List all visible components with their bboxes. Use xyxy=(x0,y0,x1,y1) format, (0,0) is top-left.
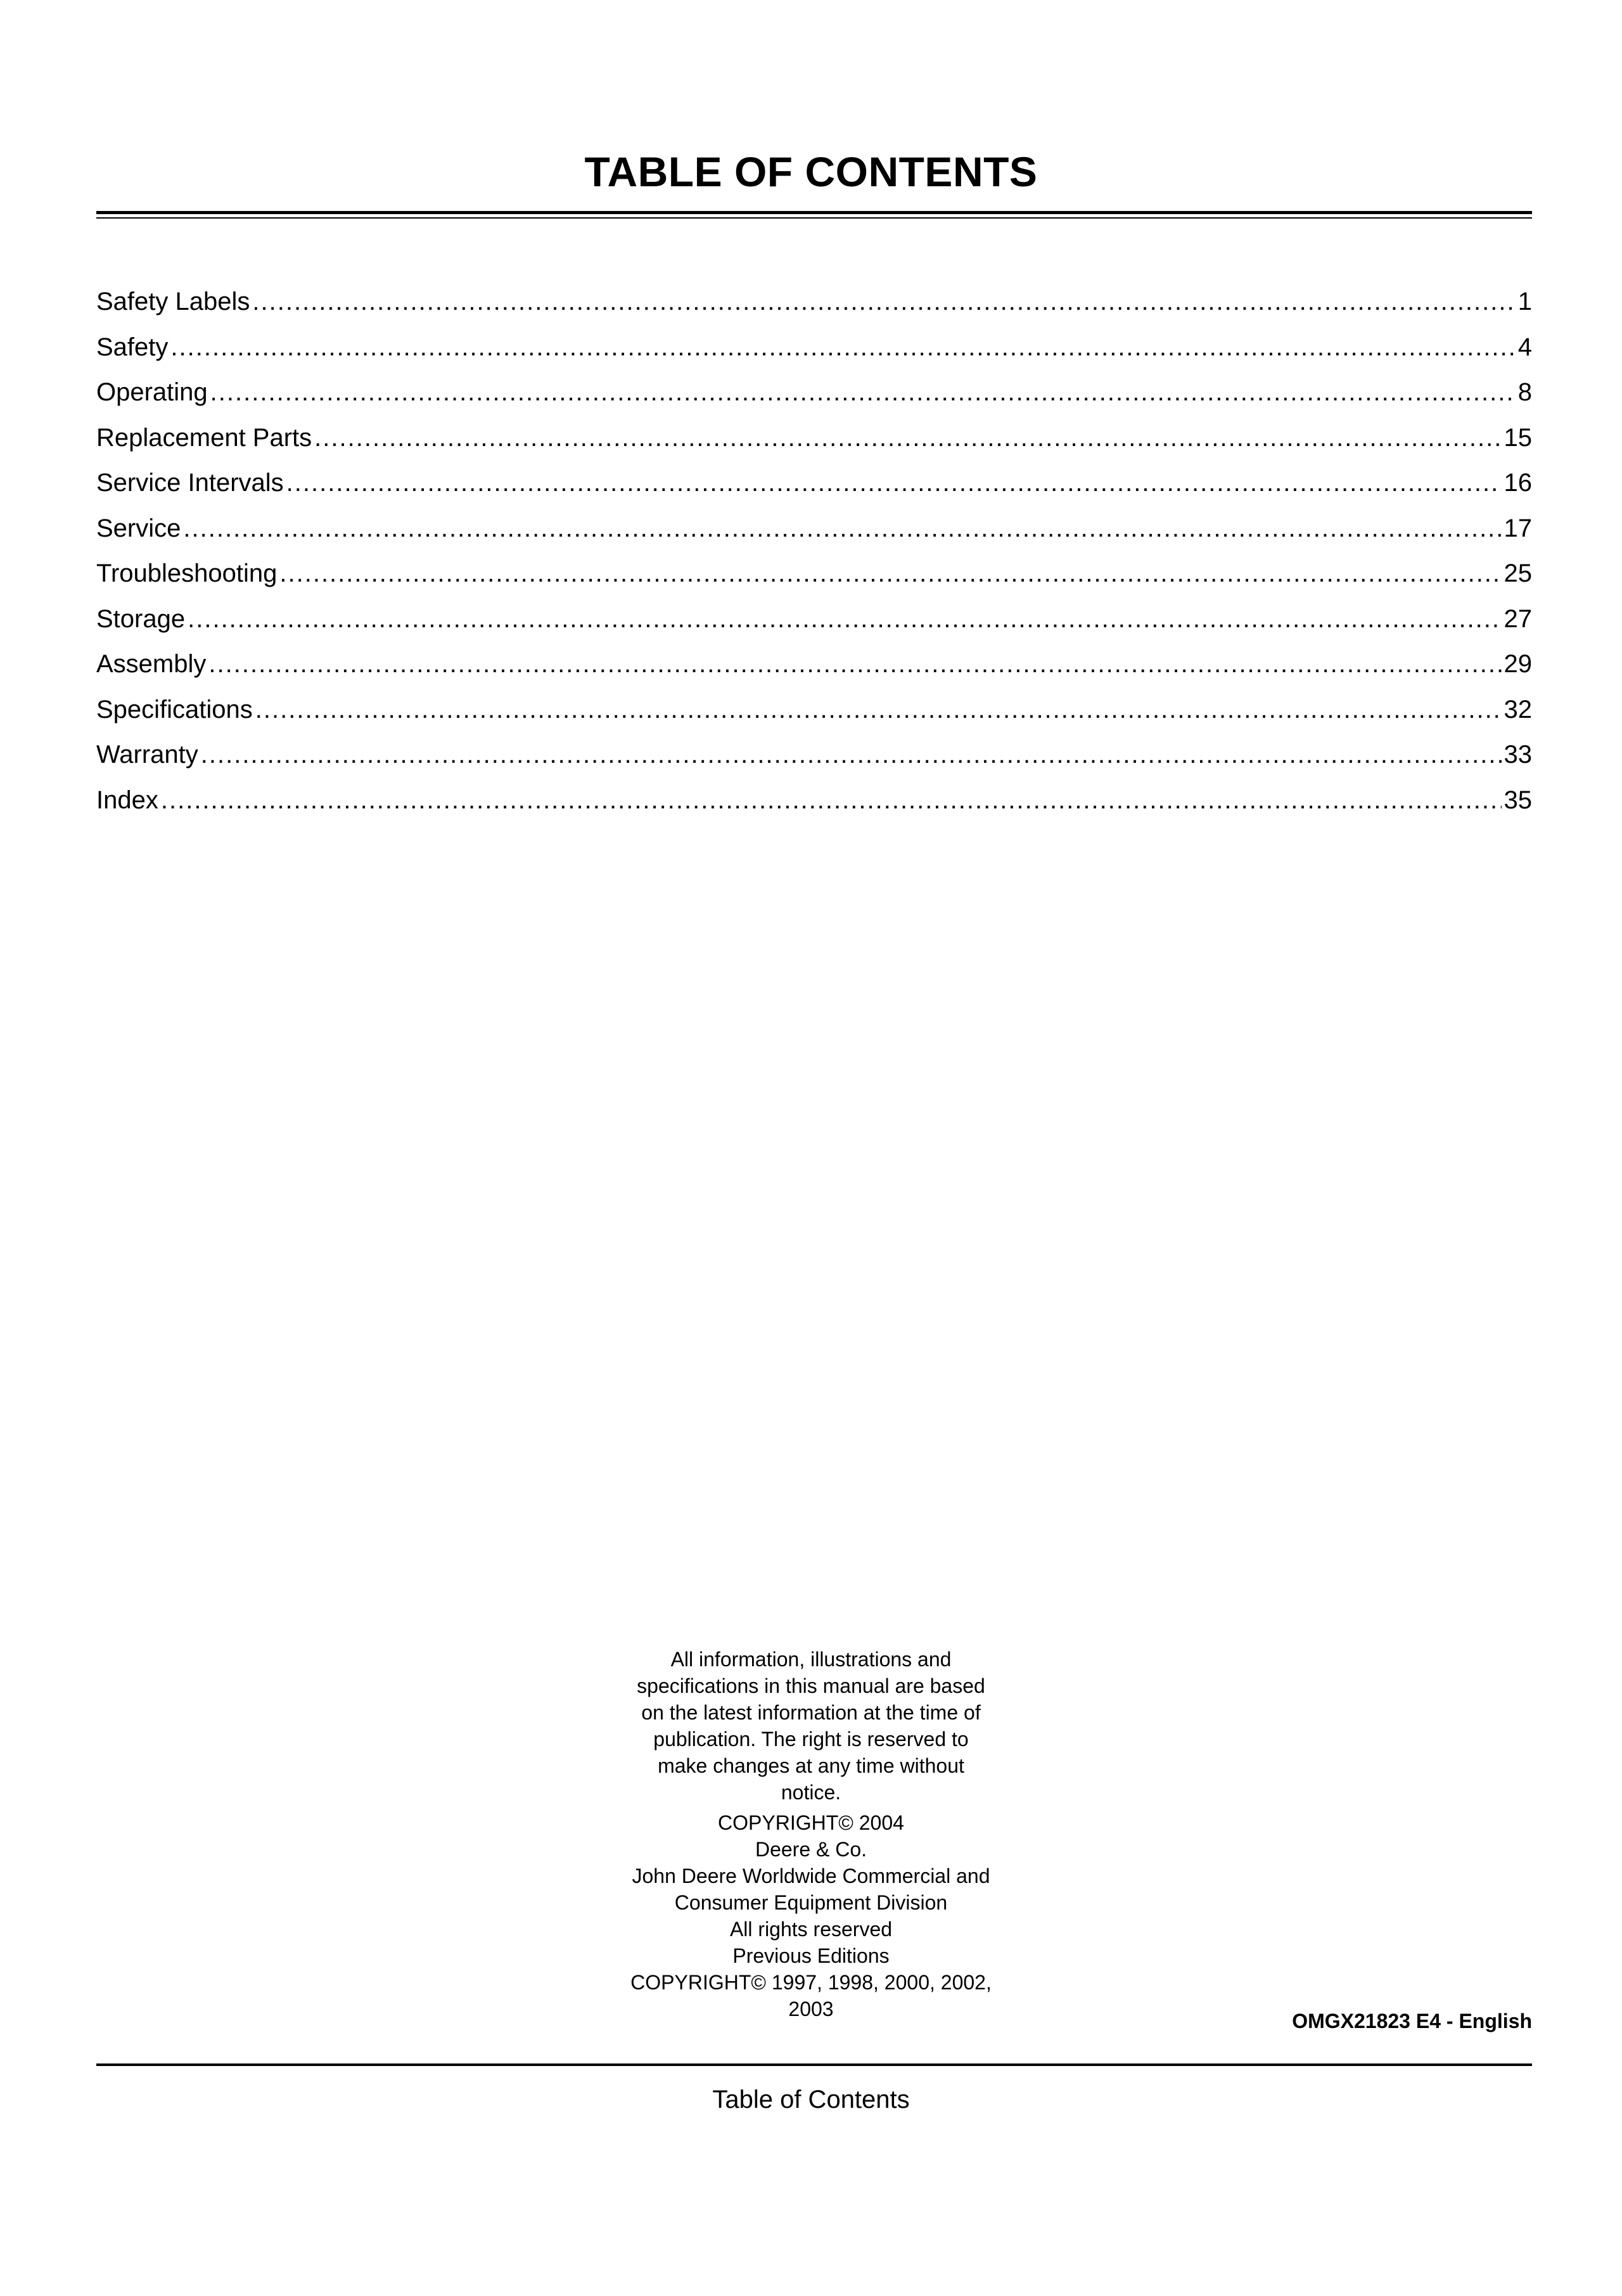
toc-entry-label: Assembly xyxy=(96,650,207,678)
disclaimer-line: publication. The right is reserved to xyxy=(653,1728,969,1751)
toc-entry-label: Safety Labels xyxy=(96,288,250,316)
copyright-block xyxy=(621,1809,1001,2022)
document-id: OMGX21823 E4 - English xyxy=(1292,2010,1532,2032)
toc-entry-safety-labels[interactable] xyxy=(96,289,1532,335)
toc-entry-label: Service xyxy=(96,514,181,542)
toc-entry-label: Troubleshooting xyxy=(96,559,278,587)
disclaimer-line: on the latest information at the time of xyxy=(641,1701,981,1724)
toc-entry-label: Operating xyxy=(96,378,208,406)
publication-notice xyxy=(621,1646,1001,2022)
toc-entry-label: Storage xyxy=(96,604,186,633)
dot-leader xyxy=(188,606,1501,632)
toc-entry-label: Warranty xyxy=(96,741,198,769)
title-rule-thick xyxy=(96,211,1532,214)
toc-entry-page: 8 xyxy=(1517,378,1532,406)
title-rule-thin xyxy=(96,217,1532,219)
toc-entry-page: 27 xyxy=(1504,604,1532,633)
footer-section-label: Table of Contents xyxy=(712,2086,910,2114)
footer-rule xyxy=(96,2063,1532,2066)
disclaimer-line: notice. xyxy=(781,1781,841,1804)
toc-entry-page: 17 xyxy=(1504,514,1532,542)
toc-entry-page: 1 xyxy=(1517,288,1532,316)
toc-entry-service-intervals[interactable] xyxy=(96,470,1532,516)
dot-leader xyxy=(314,425,1501,450)
toc-entry-label: Safety xyxy=(96,333,169,361)
toc-entry-replacement-parts[interactable] xyxy=(96,425,1532,471)
copyright-line: COPYRIGHT© 1997, 1998, 2000, 2002, xyxy=(630,1971,992,1994)
toc-entry-operating[interactable] xyxy=(96,379,1532,425)
dot-leader xyxy=(170,335,1515,360)
dot-leader xyxy=(208,651,1501,677)
dot-leader xyxy=(183,516,1501,541)
disclaimer-line: make changes at any time without xyxy=(658,1754,964,1777)
copyright-line: 2003 xyxy=(788,1998,834,2020)
table-of-contents xyxy=(96,289,1532,832)
copyright-line: All rights reserved xyxy=(729,1918,893,1941)
toc-entry-storage[interactable] xyxy=(96,606,1532,652)
disclaimer-line: specifications in this manual are based xyxy=(637,1674,985,1697)
toc-entry-page: 15 xyxy=(1504,423,1532,452)
toc-entry-label: Specifications xyxy=(96,695,253,724)
disclaimer-line: All information, illustrations and xyxy=(670,1648,952,1671)
copyright-line: Deere & Co. xyxy=(755,1838,867,1861)
toc-entry-specifications[interactable] xyxy=(96,697,1532,743)
toc-entry-page: 16 xyxy=(1504,469,1532,497)
dot-leader xyxy=(201,742,1502,767)
toc-entry-page: 35 xyxy=(1504,786,1532,814)
toc-entry-page: 32 xyxy=(1504,695,1532,724)
toc-entry-page: 4 xyxy=(1517,333,1532,361)
copyright-line: COPYRIGHT© 2004 xyxy=(718,1811,904,1834)
toc-entry-label: Index xyxy=(96,786,158,814)
toc-entry-page: 25 xyxy=(1504,559,1532,587)
dot-leader xyxy=(279,561,1501,586)
toc-entry-troubleshooting[interactable] xyxy=(96,561,1532,606)
dot-leader xyxy=(252,289,1515,314)
page-title: TABLE OF CONTENTS xyxy=(584,148,1038,195)
dot-leader xyxy=(286,470,1502,495)
dot-leader xyxy=(255,697,1502,722)
toc-entry-page: 33 xyxy=(1504,741,1532,769)
dot-leader xyxy=(161,788,1502,813)
toc-entry-label: Service Intervals xyxy=(96,469,284,497)
toc-entry-service[interactable] xyxy=(96,516,1532,561)
toc-entry-label: Replacement Parts xyxy=(96,423,312,452)
toc-entry-safety[interactable] xyxy=(96,335,1532,380)
toc-entry-warranty[interactable] xyxy=(96,742,1532,788)
toc-entry-page: 29 xyxy=(1504,650,1532,678)
copyright-line: Previous Editions xyxy=(732,1944,890,1967)
toc-entry-index[interactable] xyxy=(96,788,1532,833)
copyright-line: Consumer Equipment Division xyxy=(674,1891,948,1914)
dot-leader xyxy=(210,379,1516,405)
toc-entry-assembly[interactable] xyxy=(96,651,1532,697)
disclaimer-text xyxy=(621,1646,1001,1806)
copyright-line: John Deere Worldwide Commercial and xyxy=(632,1865,990,1887)
